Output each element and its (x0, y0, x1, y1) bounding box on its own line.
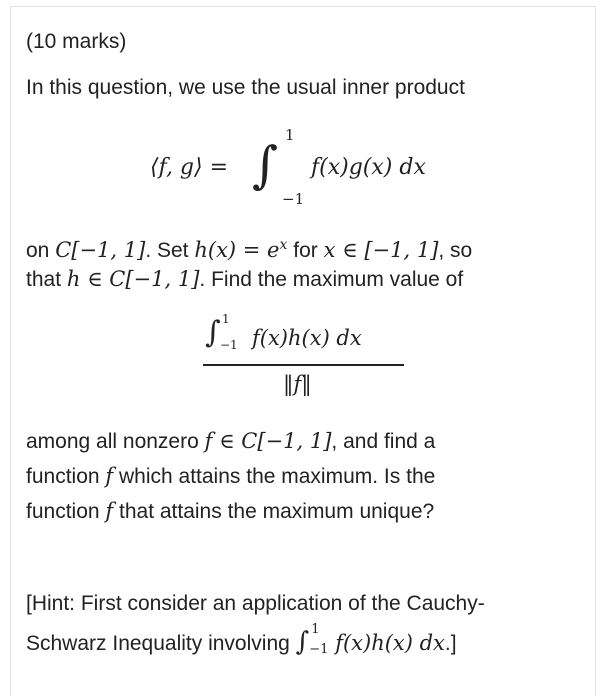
marks-label: (10 marks) (26, 30, 127, 53)
c-set: C[−1, 1] (55, 238, 146, 262)
fraction-upper-limit: 1 (222, 312, 230, 326)
function-line: function f which attains the maximum. Is the (26, 464, 436, 488)
intro-text: In this question, we use the usual inner product (26, 76, 465, 99)
definition-line: on C[−1, 1]. Set $h(x) = e^x$ for x ∈ [−1, 1], so (26, 237, 473, 262)
hint-line-2: Schwarz Inequality involving ∫ 1 −1 f(x)h(x) dx.] (26, 622, 457, 657)
hint-integral-sign: ∫ (295, 627, 310, 657)
exponent: x (279, 237, 288, 253)
integral-sign: ∫ (252, 136, 279, 194)
fraction-bar (203, 364, 404, 366)
lower-limit: −1 (282, 190, 305, 208)
h-definition: h(x) = e (194, 238, 280, 262)
hint-line-1: [Hint: First consider an application of the Cauchy- (26, 592, 485, 615)
hint-integrand: f(x)h(x) dx (335, 631, 445, 655)
inner-product-integrand: f(x)g(x) dx (311, 155, 426, 180)
fraction-denominator: ‖f‖ (283, 372, 312, 396)
unique-line: function f that attains the maximum unique? (26, 499, 435, 523)
upper-limit: 1 (285, 126, 295, 144)
fraction-numerator: f(x)h(x) dx (252, 326, 362, 350)
x-domain: x ∈ [−1, 1] (323, 238, 439, 262)
find-line: that h ∈ C[−1, 1]. Find the maximum value of (26, 267, 464, 291)
fraction-integral-sign: ∫ (205, 315, 221, 350)
among-line: among all nonzero f ∈ C[−1, 1], and find a (26, 429, 436, 453)
f-membership: f ∈ C[−1, 1] (204, 429, 332, 453)
fraction-lower-limit: −1 (220, 338, 238, 352)
h-membership: h ∈ C[−1, 1] (66, 267, 200, 291)
inner-product-lhs: ⟨f, g⟩ = (150, 155, 229, 180)
